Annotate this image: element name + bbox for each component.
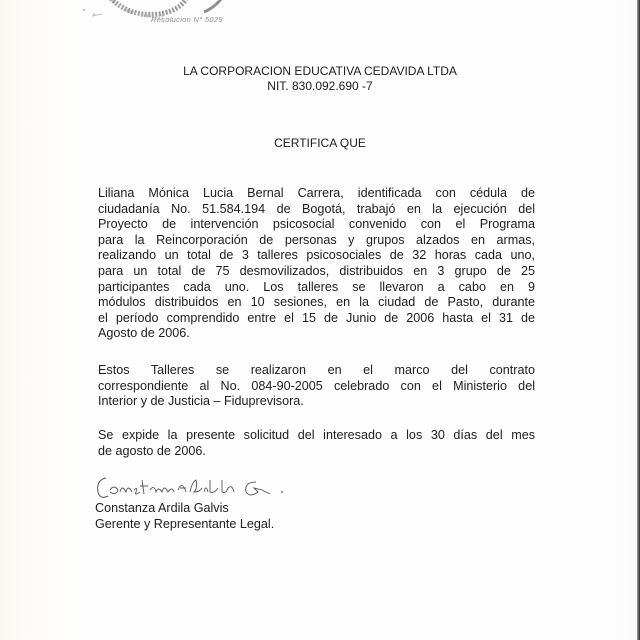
company-header [0,64,640,94]
text-line: Se expide la presente solicitud del interesado a los 30 días del mes [98,428,535,442]
signer-name: Constanza Ardila Galvis [95,501,229,515]
text-line: para un total de 75 desmovilizados, distribuidos en 3 grupo de 25 [98,263,535,278]
text-line: módulos distribuidos en 10 sesiones, en la ciudad de Pasto, durante [98,295,535,310]
text-line: Interior y de Justicia – Fiduprevisora. [98,394,304,409]
signer-block [95,500,274,532]
handwritten-signature [94,470,304,504]
document-title: CERTIFICA QUE [274,136,366,150]
text-line: realizando un total de 3 talleres psicosociales de 32 horas cada uno, [98,248,535,263]
company-name: LA CORPORACION EDUCATIVA CEDAVIDA LTDA [183,64,457,78]
company-nit: NIT. 830.092.690 -7 [267,79,373,93]
paragraph-contract [98,363,535,410]
text-line: correspondiente al No. 084-90-2005 celebrado con el Ministerio del [98,378,535,393]
text-line: ciudadanía No. 51.584.194 de Bogotá, trabajó en la ejecución del [98,201,535,216]
text-line: el período comprendido entre el 15 de Junio de 2006 hasta el 31 de [98,310,535,325]
text-line: Liliana Mónica Lucia Bernal Carrera, identificada con cédula de [98,186,535,200]
signer-role: Gerente y Representante Legal. [95,517,275,531]
resolution-number: Resolucion N° 5029 [151,15,223,24]
paragraph-certification [98,186,535,342]
text-line: Estos Talleres se realizaron en el marco del contrato [98,363,535,377]
text-line: de agosto de 2006. [98,443,206,458]
text-line: Agosto de 2006. [98,326,190,341]
paragraph-issuance [98,428,535,459]
text-line: participantes cada uno. Los talleres se llevaron a cabo en 9 [98,279,535,294]
text-line: Proyecto de intervención psicosocial convenido con el Programa [98,217,535,232]
text-line: para la Reincorporación de personas y grupos alzados en armas, [98,232,535,247]
